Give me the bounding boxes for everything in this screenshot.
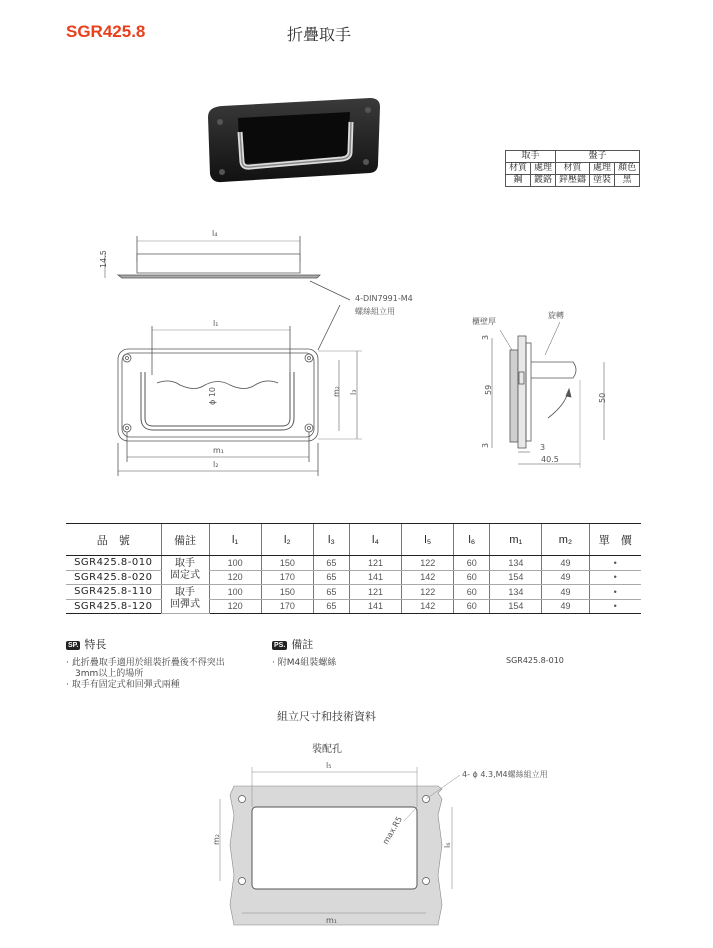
feature-item: · 此折疊取手適用於組裝折疊後不得突出 (66, 658, 225, 668)
cell-l5: 142 (402, 599, 454, 614)
cell-l5: 122 (402, 556, 454, 571)
dim-3c: 3 (540, 443, 546, 452)
dim-14-5: 14.5 (99, 250, 108, 268)
cell-m2: 49 (542, 570, 589, 585)
cell-m1: 154 (490, 570, 542, 585)
cell-m1: 154 (490, 599, 542, 614)
dim-phi10: ϕ 10 (208, 387, 217, 405)
part-number: SGR425.8-120 (66, 599, 161, 614)
table-row (66, 599, 641, 614)
assembly-l6: l₆ (443, 842, 452, 848)
features-heading (66, 636, 225, 652)
cell-l1: 120 (209, 570, 261, 585)
cell-m2: 49 (542, 585, 589, 600)
col-l6: l₆ (454, 524, 490, 556)
col-l2: l₂ (261, 524, 313, 556)
remark-line: 取手 (175, 558, 195, 569)
dim-59: 59 (484, 384, 493, 395)
cell-l6: 60 (454, 585, 490, 600)
dim-l2: l₂ (213, 460, 219, 469)
cell-price: • (589, 556, 641, 571)
table-row (66, 570, 641, 585)
mounting-hole-drawing (190, 755, 590, 935)
part-number: SGR425.8-020 (66, 570, 161, 585)
cell-price: • (589, 599, 641, 614)
subhead: 材質 (556, 163, 590, 175)
cell-l6: 60 (454, 570, 490, 585)
remark-line: 回彈式 (170, 599, 200, 610)
remark-line: 固定式 (170, 570, 200, 581)
hole-title: 裝配孔 (312, 744, 342, 755)
cell-m2: 49 (542, 599, 589, 614)
material-value: 塗裝 (590, 175, 615, 187)
cell-l2: 150 (261, 585, 313, 600)
part-number: SGR425.8-010 (66, 556, 161, 571)
cell-m1: 134 (490, 585, 542, 600)
cell-l4: 141 (349, 570, 401, 585)
cell-price: • (589, 570, 641, 585)
col-l5: l₅ (402, 524, 454, 556)
subhead: 處理 (531, 163, 556, 175)
col-remark: 備註 (161, 524, 209, 556)
col-part: 品 號 (66, 524, 161, 556)
material-value: 鋅壓鑄 (556, 175, 590, 187)
screw-note-1: 4-DIN7991-M4 (355, 294, 413, 303)
assembly-max-r5: max.R5 (380, 814, 405, 846)
product-code: SGR425.8 (66, 22, 146, 41)
dim-3a: 3 (481, 334, 490, 340)
page-title: 折疊取手 (287, 25, 352, 44)
part-number: SGR425.8-110 (66, 585, 161, 600)
dim-3b: 3 (481, 442, 490, 448)
group-plate: 盤子 (556, 151, 640, 163)
assembly-title: 組立尺寸和技術資料 (277, 710, 376, 723)
cell-l4: 121 (349, 556, 401, 571)
dim-m1: m₁ (213, 446, 224, 455)
material-value: 鋼 (506, 175, 531, 187)
sp-tag: SP. (68, 641, 79, 649)
cell-l5: 122 (402, 585, 454, 600)
cell-l4: 141 (349, 599, 401, 614)
remark-line: 取手 (175, 587, 195, 598)
assembly-m2: m₂ (212, 834, 221, 845)
col-l1: l₁ (209, 524, 261, 556)
cell-l1: 120 (209, 599, 261, 614)
col-m1: m₁ (490, 524, 542, 556)
rotate-label: 旋轉 (548, 311, 564, 320)
ps-tag: PS. (274, 641, 286, 649)
screw-note-2: 螺絲組立用 (355, 307, 395, 316)
col-m2: m₂ (542, 524, 589, 556)
assembly-l5: l₅ (326, 761, 332, 770)
dim-50: 50 (598, 392, 607, 403)
col-l4: l₄ (349, 524, 401, 556)
subhead: 材質 (506, 163, 531, 175)
cell-l6: 60 (454, 556, 490, 571)
col-l3: l₃ (313, 524, 349, 556)
cell-l1: 100 (209, 585, 261, 600)
dim-40-5: 40.5 (541, 455, 559, 464)
cell-l4: 121 (349, 585, 401, 600)
dim-l1: l₁ (213, 319, 219, 328)
cell-l2: 170 (261, 570, 313, 585)
remark-item: · 附M4組裝螺絲 (272, 658, 337, 668)
cell-l3: 65 (313, 556, 349, 571)
table-row (66, 585, 641, 600)
dim-m2: m₂ (332, 386, 341, 397)
dim-l4: l₄ (212, 229, 218, 238)
col-price: 單 價 (589, 524, 641, 556)
cell-price: • (589, 585, 641, 600)
side-view (99, 229, 413, 350)
material-value: 黑 (615, 175, 640, 187)
front-view (118, 319, 362, 476)
assembly-m1: m₁ (326, 916, 337, 925)
cell-l3: 65 (313, 570, 349, 585)
remark-cell (161, 556, 209, 585)
cell-l3: 65 (313, 585, 349, 600)
cell-l5: 142 (402, 570, 454, 585)
cell-m1: 134 (490, 556, 542, 571)
cell-l1: 100 (209, 556, 261, 571)
wall-label: 櫃壁厚 (472, 317, 496, 326)
feature-item: 3mm以上的場所 (66, 669, 144, 679)
remark-part-number: SGR425.8-010 (506, 656, 564, 665)
remarks-title: 備註 (291, 638, 314, 651)
remark-cell (161, 585, 209, 614)
group-handle: 取手 (506, 151, 556, 163)
feature-item: · 取手有固定式和回彈式兩種 (66, 680, 180, 690)
cell-l6: 60 (454, 599, 490, 614)
table-row (66, 556, 641, 571)
material-value: 鍍鉻 (531, 175, 556, 187)
assembly-screw-note: 4- ϕ 4.3,M4螺絲組立用 (462, 770, 548, 779)
subhead: 顏色 (615, 163, 640, 175)
remarks-heading (272, 636, 336, 652)
cell-m2: 49 (542, 556, 589, 571)
dim-l3: l₃ (349, 389, 358, 395)
features-section (66, 636, 225, 691)
features-title: 特長 (84, 638, 107, 651)
remarks-section (272, 636, 336, 669)
subhead: 處理 (590, 163, 615, 175)
cell-l2: 150 (261, 556, 313, 571)
cell-l2: 170 (261, 599, 313, 614)
spec-table (66, 523, 641, 614)
cell-l3: 65 (313, 599, 349, 614)
section-view (472, 310, 607, 468)
